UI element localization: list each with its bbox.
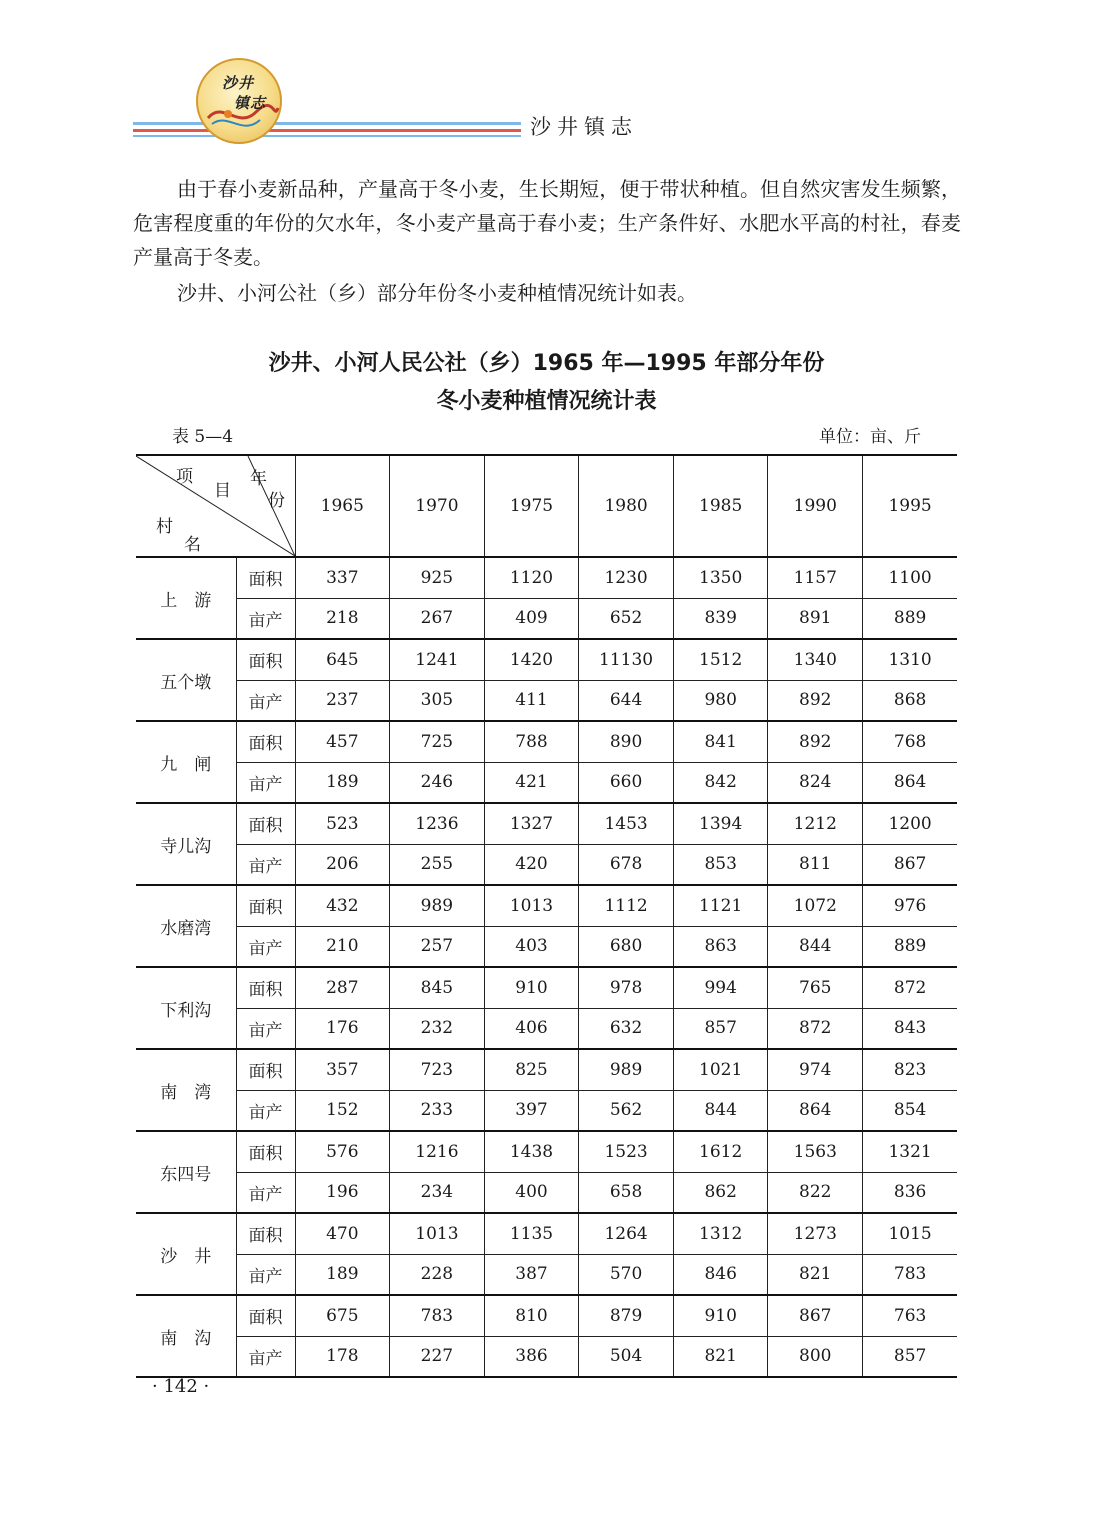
yield-value-cell: 246 [390,762,485,803]
metric-label-area: 面积 [236,1295,295,1336]
area-value-cell: 1438 [484,1131,579,1172]
yield-value-cell: 842 [673,762,768,803]
year-header: 1965 [295,455,390,557]
table-row [136,680,957,721]
area-value-cell: 765 [768,967,863,1008]
area-value-cell: 1212 [768,803,863,844]
corner-label-xiang: 项 [176,467,193,487]
yield-value-cell: 836 [863,1172,958,1213]
metric-label-yield: 亩产 [236,762,295,803]
metric-label-area: 面积 [236,885,295,926]
area-value-cell: 910 [484,967,579,1008]
yield-value-cell: 844 [768,926,863,967]
metric-label-yield: 亩产 [236,598,295,639]
logo-text-line1: 沙井 [222,74,255,92]
yield-value-cell: 821 [768,1254,863,1295]
area-value-cell: 1135 [484,1213,579,1254]
area-value-cell: 989 [390,885,485,926]
table-row [136,721,957,762]
table-row [136,762,957,803]
yield-value-cell: 800 [768,1336,863,1377]
body-paragraph-1: 由于春小麦新品种，产量高于冬小麦，生长期短，便于带状种植。但自然灾害发生频繁，危害程度重的年份的欠水年，冬小麦产量高于春小麦；生产条件好、水肥水平高的村社，春麦产量高于冬麦。 [133,177,961,269]
yield-value-cell: 824 [768,762,863,803]
yield-value-cell: 857 [673,1008,768,1049]
area-value-cell: 825 [484,1049,579,1090]
yield-value-cell: 196 [295,1172,390,1213]
village-name-cell: 水磨湾 [136,885,236,967]
table-header-row [136,455,957,557]
area-value-cell: 11130 [579,639,674,680]
village-name-cell: 九 闸 [136,721,236,803]
area-value-cell: 1312 [673,1213,768,1254]
body-paragraph-2: 沙井、小河公社（乡）部分年份冬小麦种植情况统计如表。 [177,281,697,305]
area-value-cell: 723 [390,1049,485,1090]
metric-label-area: 面积 [236,967,295,1008]
logo-text-line2: 镇志 [234,94,267,112]
table-row [136,1090,957,1131]
area-value-cell: 1200 [863,803,958,844]
metric-label-yield: 亩产 [236,680,295,721]
page-number: · 142 · [152,1376,210,1397]
table-row [136,885,957,926]
year-header: 1975 [484,455,579,557]
year-header: 1980 [579,455,674,557]
yield-value-cell: 891 [768,598,863,639]
village-name-cell: 上 游 [136,557,236,639]
yield-value-cell: 854 [863,1090,958,1131]
metric-label-area: 面积 [236,721,295,762]
yield-value-cell: 255 [390,844,485,885]
area-value-cell: 910 [673,1295,768,1336]
area-value-cell: 994 [673,967,768,1008]
yield-value-cell: 233 [390,1090,485,1131]
table-row [136,844,957,885]
area-value-cell: 989 [579,1049,674,1090]
yield-value-cell: 846 [673,1254,768,1295]
yield-value-cell: 504 [579,1336,674,1377]
yield-value-cell: 228 [390,1254,485,1295]
yield-value-cell: 644 [579,680,674,721]
table-row [136,1131,957,1172]
yield-value-cell: 821 [673,1336,768,1377]
corner-label-nian: 年 [250,469,267,489]
table-row [136,598,957,639]
metric-label-yield: 亩产 [236,1090,295,1131]
year-header: 1995 [863,455,958,557]
area-value-cell: 1327 [484,803,579,844]
metric-label-yield: 亩产 [236,1254,295,1295]
corner-label-fen: 份 [268,491,285,511]
table-number: 表 5—4 [172,427,234,447]
yield-value-cell: 892 [768,680,863,721]
yield-value-cell: 862 [673,1172,768,1213]
area-value-cell: 1013 [484,885,579,926]
area-value-cell: 1013 [390,1213,485,1254]
yield-value-cell: 843 [863,1008,958,1049]
yield-value-cell: 658 [579,1172,674,1213]
village-name-cell: 下利沟 [136,967,236,1049]
area-value-cell: 457 [295,721,390,762]
yield-value-cell: 234 [390,1172,485,1213]
yield-value-cell: 839 [673,598,768,639]
yield-value-cell: 570 [579,1254,674,1295]
area-value-cell: 1112 [579,885,674,926]
area-value-cell: 337 [295,557,390,598]
yield-value-cell: 562 [579,1090,674,1131]
area-value-cell: 976 [863,885,958,926]
corner-label-cun: 村 [156,517,173,537]
area-value-cell: 287 [295,967,390,1008]
yield-value-cell: 678 [579,844,674,885]
village-name-cell: 南 沟 [136,1295,236,1377]
metric-label-yield: 亩产 [236,844,295,885]
area-value-cell: 1453 [579,803,674,844]
metric-label-area: 面积 [236,1131,295,1172]
area-value-cell: 841 [673,721,768,762]
metric-label-yield: 亩产 [236,926,295,967]
yield-value-cell: 867 [863,844,958,885]
area-value-cell: 1321 [863,1131,958,1172]
yield-value-cell: 980 [673,680,768,721]
area-value-cell: 1563 [768,1131,863,1172]
area-value-cell: 725 [390,721,485,762]
table-row [136,1213,957,1254]
table-row [136,1049,957,1090]
area-value-cell: 1523 [579,1131,674,1172]
metric-label-area: 面积 [236,639,295,680]
area-value-cell: 1021 [673,1049,768,1090]
area-value-cell: 788 [484,721,579,762]
area-value-cell: 892 [768,721,863,762]
village-name-cell: 五个墩 [136,639,236,721]
area-value-cell: 523 [295,803,390,844]
year-header: 1970 [390,455,485,557]
village-name-cell: 南 湾 [136,1049,236,1131]
yield-value-cell: 403 [484,926,579,967]
yield-value-cell: 257 [390,926,485,967]
table-row [136,926,957,967]
yield-value-cell: 227 [390,1336,485,1377]
area-value-cell: 768 [863,721,958,762]
table-row [136,803,957,844]
book-logo [196,58,282,144]
yield-value-cell: 863 [673,926,768,967]
metric-label-yield: 亩产 [236,1008,295,1049]
area-value-cell: 1310 [863,639,958,680]
yield-value-cell: 189 [295,762,390,803]
corner-label-ming: 名 [184,535,201,555]
area-value-cell: 1612 [673,1131,768,1172]
table-row [136,639,957,680]
table-row [136,1295,957,1336]
area-value-cell: 1236 [390,803,485,844]
area-value-cell: 783 [390,1295,485,1336]
area-value-cell: 823 [863,1049,958,1090]
area-value-cell: 890 [579,721,674,762]
yield-value-cell: 152 [295,1090,390,1131]
area-value-cell: 1241 [390,639,485,680]
yield-value-cell: 406 [484,1008,579,1049]
yield-value-cell: 853 [673,844,768,885]
yield-value-cell: 783 [863,1254,958,1295]
yield-value-cell: 400 [484,1172,579,1213]
area-value-cell: 1216 [390,1131,485,1172]
yield-value-cell: 868 [863,680,958,721]
yield-value-cell: 889 [863,598,958,639]
yield-value-cell: 305 [390,680,485,721]
metric-label-yield: 亩产 [236,1172,295,1213]
area-value-cell: 432 [295,885,390,926]
area-value-cell: 1230 [579,557,674,598]
yield-value-cell: 178 [295,1336,390,1377]
area-value-cell: 1121 [673,885,768,926]
yield-value-cell: 267 [390,598,485,639]
table-unit: 单位：亩、斤 [819,427,921,447]
header-rule-blue [133,122,521,125]
area-value-cell: 763 [863,1295,958,1336]
area-value-cell: 576 [295,1131,390,1172]
area-value-cell: 1072 [768,885,863,926]
metric-label-area: 面积 [236,557,295,598]
yield-value-cell: 237 [295,680,390,721]
yield-value-cell: 844 [673,1090,768,1131]
area-value-cell: 1273 [768,1213,863,1254]
table-row [136,1336,957,1377]
area-value-cell: 357 [295,1049,390,1090]
wheat-statistics-table [136,454,957,1378]
metric-label-yield: 亩产 [236,1336,295,1377]
area-value-cell: 1340 [768,639,863,680]
yield-value-cell: 386 [484,1336,579,1377]
area-value-cell: 1264 [579,1213,674,1254]
area-value-cell: 845 [390,967,485,1008]
table-row [136,1172,957,1213]
table-row [136,557,957,598]
table-title-line2: 冬小麦种植情况统计表 [436,389,657,414]
yield-value-cell: 189 [295,1254,390,1295]
metric-label-area: 面积 [236,1049,295,1090]
year-header: 1985 [673,455,768,557]
area-value-cell: 1350 [673,557,768,598]
yield-value-cell: 232 [390,1008,485,1049]
village-name-cell: 寺儿沟 [136,803,236,885]
yield-value-cell: 421 [484,762,579,803]
yield-value-cell: 864 [768,1090,863,1131]
yield-value-cell: 420 [484,844,579,885]
table-row [136,967,957,1008]
area-value-cell: 1157 [768,557,863,598]
village-name-cell: 沙 井 [136,1213,236,1295]
year-header: 1990 [768,455,863,557]
yield-value-cell: 889 [863,926,958,967]
yield-value-cell: 176 [295,1008,390,1049]
area-value-cell: 1394 [673,803,768,844]
metric-label-area: 面积 [236,803,295,844]
area-value-cell: 925 [390,557,485,598]
yield-value-cell: 387 [484,1254,579,1295]
area-value-cell: 810 [484,1295,579,1336]
area-value-cell: 1120 [484,557,579,598]
area-value-cell: 645 [295,639,390,680]
yield-value-cell: 210 [295,926,390,967]
area-value-cell: 867 [768,1295,863,1336]
yield-value-cell: 411 [484,680,579,721]
area-value-cell: 872 [863,967,958,1008]
yield-value-cell: 822 [768,1172,863,1213]
metric-label-area: 面积 [236,1213,295,1254]
yield-value-cell: 680 [579,926,674,967]
yield-value-cell: 409 [484,598,579,639]
yield-value-cell: 864 [863,762,958,803]
area-value-cell: 675 [295,1295,390,1336]
area-value-cell: 879 [579,1295,674,1336]
area-value-cell: 470 [295,1213,390,1254]
area-value-cell: 1015 [863,1213,958,1254]
yield-value-cell: 632 [579,1008,674,1049]
yield-value-cell: 218 [295,598,390,639]
table-corner-cell [136,455,295,557]
table-row [136,1008,957,1049]
area-value-cell: 1100 [863,557,958,598]
header-rule-red [133,129,521,132]
area-value-cell: 978 [579,967,674,1008]
yield-value-cell: 857 [863,1336,958,1377]
area-value-cell: 1512 [673,639,768,680]
running-header-title: 沙井镇志 [530,115,638,139]
yield-value-cell: 811 [768,844,863,885]
table-row [136,1254,957,1295]
yield-value-cell: 660 [579,762,674,803]
yield-value-cell: 652 [579,598,674,639]
header-rule-blue-lower [133,135,521,137]
yield-value-cell: 397 [484,1090,579,1131]
area-value-cell: 1420 [484,639,579,680]
area-value-cell: 974 [768,1049,863,1090]
corner-label-mu: 目 [214,481,231,501]
yield-value-cell: 206 [295,844,390,885]
village-name-cell: 东四号 [136,1131,236,1213]
table-title-line1: 沙井、小河人民公社（乡）1965 年—1995 年部分年份 [268,351,825,376]
yield-value-cell: 872 [768,1008,863,1049]
